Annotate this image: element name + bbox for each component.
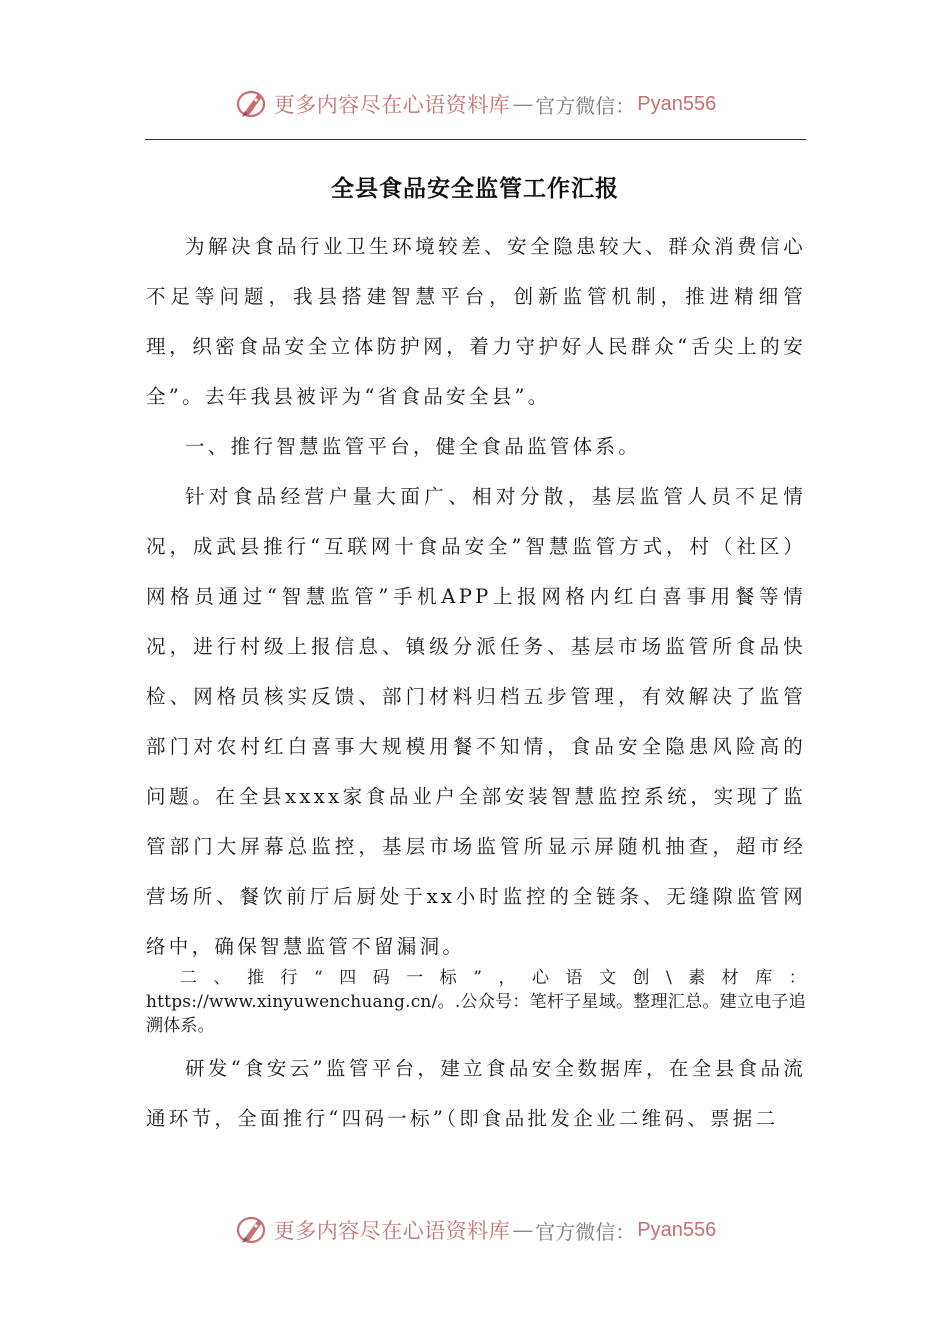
section-heading-2: 二、推行“四码一标”，心语文创\素材库：https://www.xinyuwenchuang.cn/。.公众号：笔杆子星域。整理汇总。建立电子追溯体系。: [146, 968, 806, 1036]
banner-wechat-id: Pyan556: [637, 92, 717, 115]
footer-wechat-id: Pyan556: [637, 1218, 717, 1241]
footer-banner-text: 更多内容尽在心语资料库: [273, 1219, 511, 1243]
pen-nib-logo-icon: [234, 1212, 270, 1248]
paragraph-intro: 为解决食品行业卫生环境较差、安全隐患较大、群众消费信心不足等问题，我县搭建智慧平台，创新监管机制，推进精细管理，织密食品安全立体防护网，着力守护好人民群众“舌尖上的安全”。去年我县被评为“省食品安全县”。: [146, 235, 806, 408]
section-heading-1: 一、推行智慧监管平台，健全食品监管体系。: [185, 435, 642, 458]
footer-official-label: 官方微信：: [535, 1219, 636, 1244]
banner-text: 更多内容尽在心语资料库: [273, 93, 511, 117]
banner-official-label: 官方微信：: [535, 93, 636, 118]
footer-banner-separator: —: [512, 1218, 534, 1242]
header-rule: [145, 139, 806, 140]
footer-banner: [0, 1210, 950, 1250]
header-banner: [0, 84, 950, 124]
banner-separator: —: [512, 92, 534, 116]
document-title: 全县食品安全监管工作汇报: [331, 176, 619, 202]
pen-nib-logo-icon: [234, 86, 270, 122]
paragraph-section-1: 针对食品经营户量大面广、相对分散，基层监管人员不足情况，成武县推行“互联网十食品安全”智慧监管方式，村（社区）网格员通过“智慧监管”手机APP上报网格内红白喜事用餐等情况，进行村级上报信息、镇级分派任务、基层市场监管所食品快检、网格员核实反馈、部门材料归档五步管理，有效解决了监管部门对农村红白喜事大规模用餐不知情，食品安全隐患风险高的问题。在全县xxxx家食品业户全部安装智慧监控系统，实现了监管部门大屏幕总监控，基层市场监管所显示屏随机抽查，超市经营场所、餐饮前厅后厨处于xx小时监控的全链条、无缝隙监管网络中，确保智慧监管不留漏洞。: [146, 485, 806, 958]
paragraph-section-2: 研发“食安云”监管平台，建立食品安全数据库，在全县食品流通环节，全面推行“四码一标”（即食品批发企业二维码、票据二: [146, 1057, 806, 1130]
